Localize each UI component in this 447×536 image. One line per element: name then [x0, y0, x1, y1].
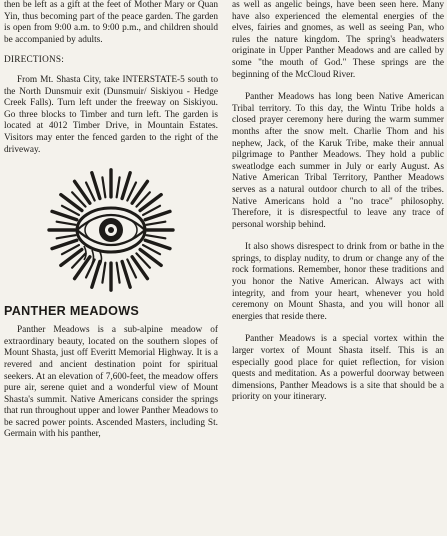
sun-ray — [102, 177, 105, 197]
right-column — [232, 0, 444, 404]
sun-ray — [57, 235, 76, 238]
directions-heading: DIRECTIONS: — [4, 55, 65, 66]
right-paragraph-2: Panther Meadows has long been Native American Tribal territory. To this day, the Wintu Tribe holds a closed prayer ceremony here during the warm summer months after the snow melt. Charlie Thom and his nephew, Jack, of the Karuk Tribe, make their annual pilgrimage to Panther Meadows. They hold a public sweatlodge each summer in July or early August. As Native American Tribal Territory, Panther Meadows serves as a natural outdoor church to all of the tribes. Native Americans hold a "no trace" philosophy. Therefore, it is disrespectful to leave any trace of personal worship behind. — [232, 92, 444, 230]
sun-ray — [61, 250, 82, 266]
emblem-container — [4, 166, 218, 293]
sun-ray — [102, 263, 105, 283]
intro-paragraph: then be left as a gift at the feet of Mother Mary or Quan Yin, thus becoming part of the peace garden. The garden is open from 9:00 a.m. to 9:00 p.m., and children should be accompanied by adults. — [4, 0, 218, 45]
right-paragraph-3: It also shows disrespect to drink from or bathe in the springs, to display nudity, to drum or change any of the rock formations. Remember, honor these traditions and you honor the Native American. Always act with integrity, and from your heart, whenever you hold ceremony on Mount Shasta, and you will honor all energies that reside there. — [232, 242, 444, 322]
sun-ray — [140, 250, 161, 266]
sun-ray — [117, 177, 120, 197]
directions-paragraph: From Mt. Shasta City, take INTERSTATE-5 south to the North Dunsmuir exit (Dunsmuir/ Siskiyou - Hedge Creek Falls). Turn left under the freeway on Siskiyou. Go three blocks to Timber and turn left. The garden is located at 4012 Timber Drive, in Mountain Estates. Visitors may enter the fenced garden to the right of the driveway. — [4, 74, 218, 155]
sun-ray — [117, 263, 120, 283]
right-paragraph-4: Panther Meadows is a special vortex within the larger vortex of Mount Shasta itself. This is an especially good place for quiet reflection, for vision quests and meditation. As a powerful doorway between dimensions, Panther Meadows is a site that should be a priority on your itinerary. — [232, 334, 444, 403]
left-column — [4, 0, 218, 441]
sun-ray — [147, 235, 166, 238]
sun-ray — [57, 222, 76, 225]
sun-eye-emblem-icon — [47, 166, 175, 293]
sun-ray — [147, 222, 166, 225]
sun-ray — [140, 195, 161, 211]
panther-meadows-paragraph: Panther Meadows is a sub-alpine meadow of extraordinary beauty, located on the southern slopes of Mount Shasta, just off Everitt Memorial Highway. It is a revered and ancient destination point for spiritual seekers. At an elevation of 7,600-feet, the meadow offers pure air, serene quiet and a wonderful view of Mount Shasta's summit. Native Americans consider the springs that run throughout upper and lower Panther Meadows to be sacred power points. Ascended Masters, including St. Germain with his panther, — [4, 325, 218, 440]
sun-ray — [61, 195, 82, 211]
right-paragraph-1: as well as angelic beings, have been seen here. Many have also experienced the elemental energies of the elves, fairies and gnomes, as well as seeing Pan, who rules the nature kingdom. The spring's headwaters originate in Upper Panther Meadows and are called by some "the mouth of God." These springs are the beginning of the McCloud River. — [232, 0, 444, 80]
panther-meadows-heading: PANTHER MEADOWS — [4, 304, 140, 319]
